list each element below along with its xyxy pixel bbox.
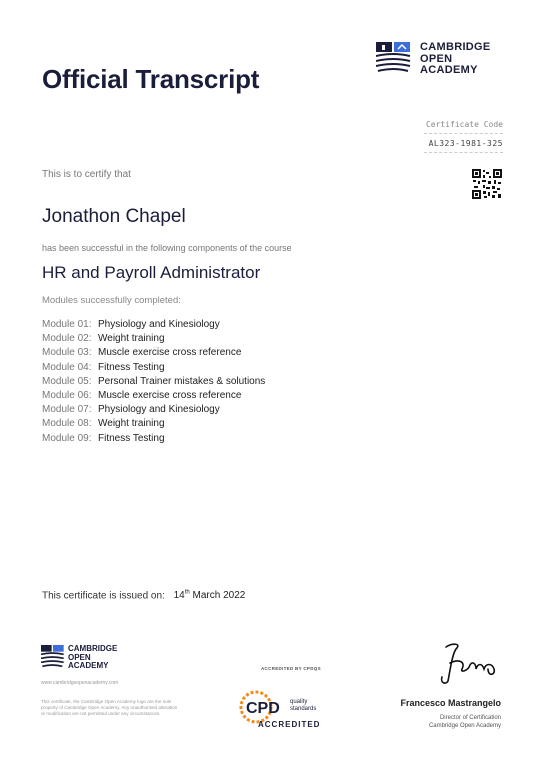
module-number: Module 07: <box>42 404 92 416</box>
modules-heading: Modules successfully completed: <box>42 295 181 306</box>
module-number: Module 06: <box>42 390 92 402</box>
module-number: Module 01: <box>42 319 92 330</box>
module-row <box>42 389 265 403</box>
module-row <box>42 361 265 375</box>
certificate-code: AL323-1981-325 <box>428 139 503 148</box>
module-name: Personal Trainer mistakes & solutions <box>98 375 266 387</box>
certificate-code-label: Certificate Code <box>425 120 503 129</box>
module-number: Module 03: <box>42 347 92 359</box>
module-number: Module 05: <box>42 375 92 387</box>
module-number: Module 02: <box>42 333 92 345</box>
success-text: has been successful in the following components of the course <box>42 243 292 253</box>
cpd-quality-text: quality <box>290 699 308 705</box>
module-row <box>42 332 265 346</box>
signature-image <box>432 641 502 687</box>
module-name: Weight training <box>98 418 165 430</box>
module-name: Physiology and Kinesiology <box>98 404 220 416</box>
module-number: Module 08: <box>42 418 92 430</box>
module-name: Weight training <box>98 333 165 345</box>
cpd-standards-text: standards <box>290 706 317 712</box>
module-row <box>42 375 265 389</box>
website-link[interactable]: www.cambridgeopenacademy.com <box>41 680 119 686</box>
signatory-title: Director of Certification Cambridge Open Academy <box>428 715 501 729</box>
module-name: Physiology and Kinesiology <box>98 319 220 330</box>
module-name: Muscle exercise cross reference <box>98 390 242 402</box>
cpd-text: CPD <box>246 700 280 717</box>
recipient-name: Jonathon Chapel <box>42 206 186 227</box>
module-row <box>42 318 265 332</box>
page-title: Official Transcript <box>42 64 260 94</box>
module-row <box>42 403 265 417</box>
module-name: Fitness Testing <box>98 432 165 444</box>
cpd-accredited-label: ACCREDITED BY CPDQS <box>261 666 321 671</box>
signatory-name: Francesco Mastrangelo <box>400 698 501 708</box>
footer-academy-logo <box>41 645 151 673</box>
module-name: Fitness Testing <box>98 361 165 373</box>
qr-code-icon <box>472 169 502 199</box>
modules-list <box>42 318 265 446</box>
module-number: Module 09: <box>42 432 92 444</box>
cpd-accredited-text: ACCREDITED <box>258 720 321 729</box>
module-row <box>42 346 265 360</box>
certify-text: This is to certify that <box>42 169 131 180</box>
divider <box>424 152 503 153</box>
module-number: Module 04: <box>42 361 92 373</box>
course-title: HR and Payroll Administrator <box>42 263 261 282</box>
issue-date-label: This certificate is issued on: <box>42 590 165 602</box>
footer-logo-text: CAMBRIDGE OPEN ACADEMY <box>68 644 118 671</box>
module-row <box>42 432 265 446</box>
academy-logo-icon <box>41 645 65 669</box>
module-name: Muscle exercise cross reference <box>98 347 242 359</box>
academy-logo-icon <box>376 42 412 78</box>
cpd-accredited-badge <box>238 685 348 731</box>
issue-date-line <box>42 590 245 601</box>
academy-logo-text: CAMBRIDGE OPEN ACADEMY <box>420 41 491 76</box>
module-row <box>42 417 265 431</box>
issue-date: 14th March 2022 <box>173 590 246 602</box>
disclaimer-text: This certificate, the Cambridge Open Academy logo are the sole property of Cambridge Open Academy. Any unauthorised alteration or modification are not permitted under any circumstances. <box>41 699 178 716</box>
divider <box>424 133 503 134</box>
academy-logo <box>376 42 506 78</box>
